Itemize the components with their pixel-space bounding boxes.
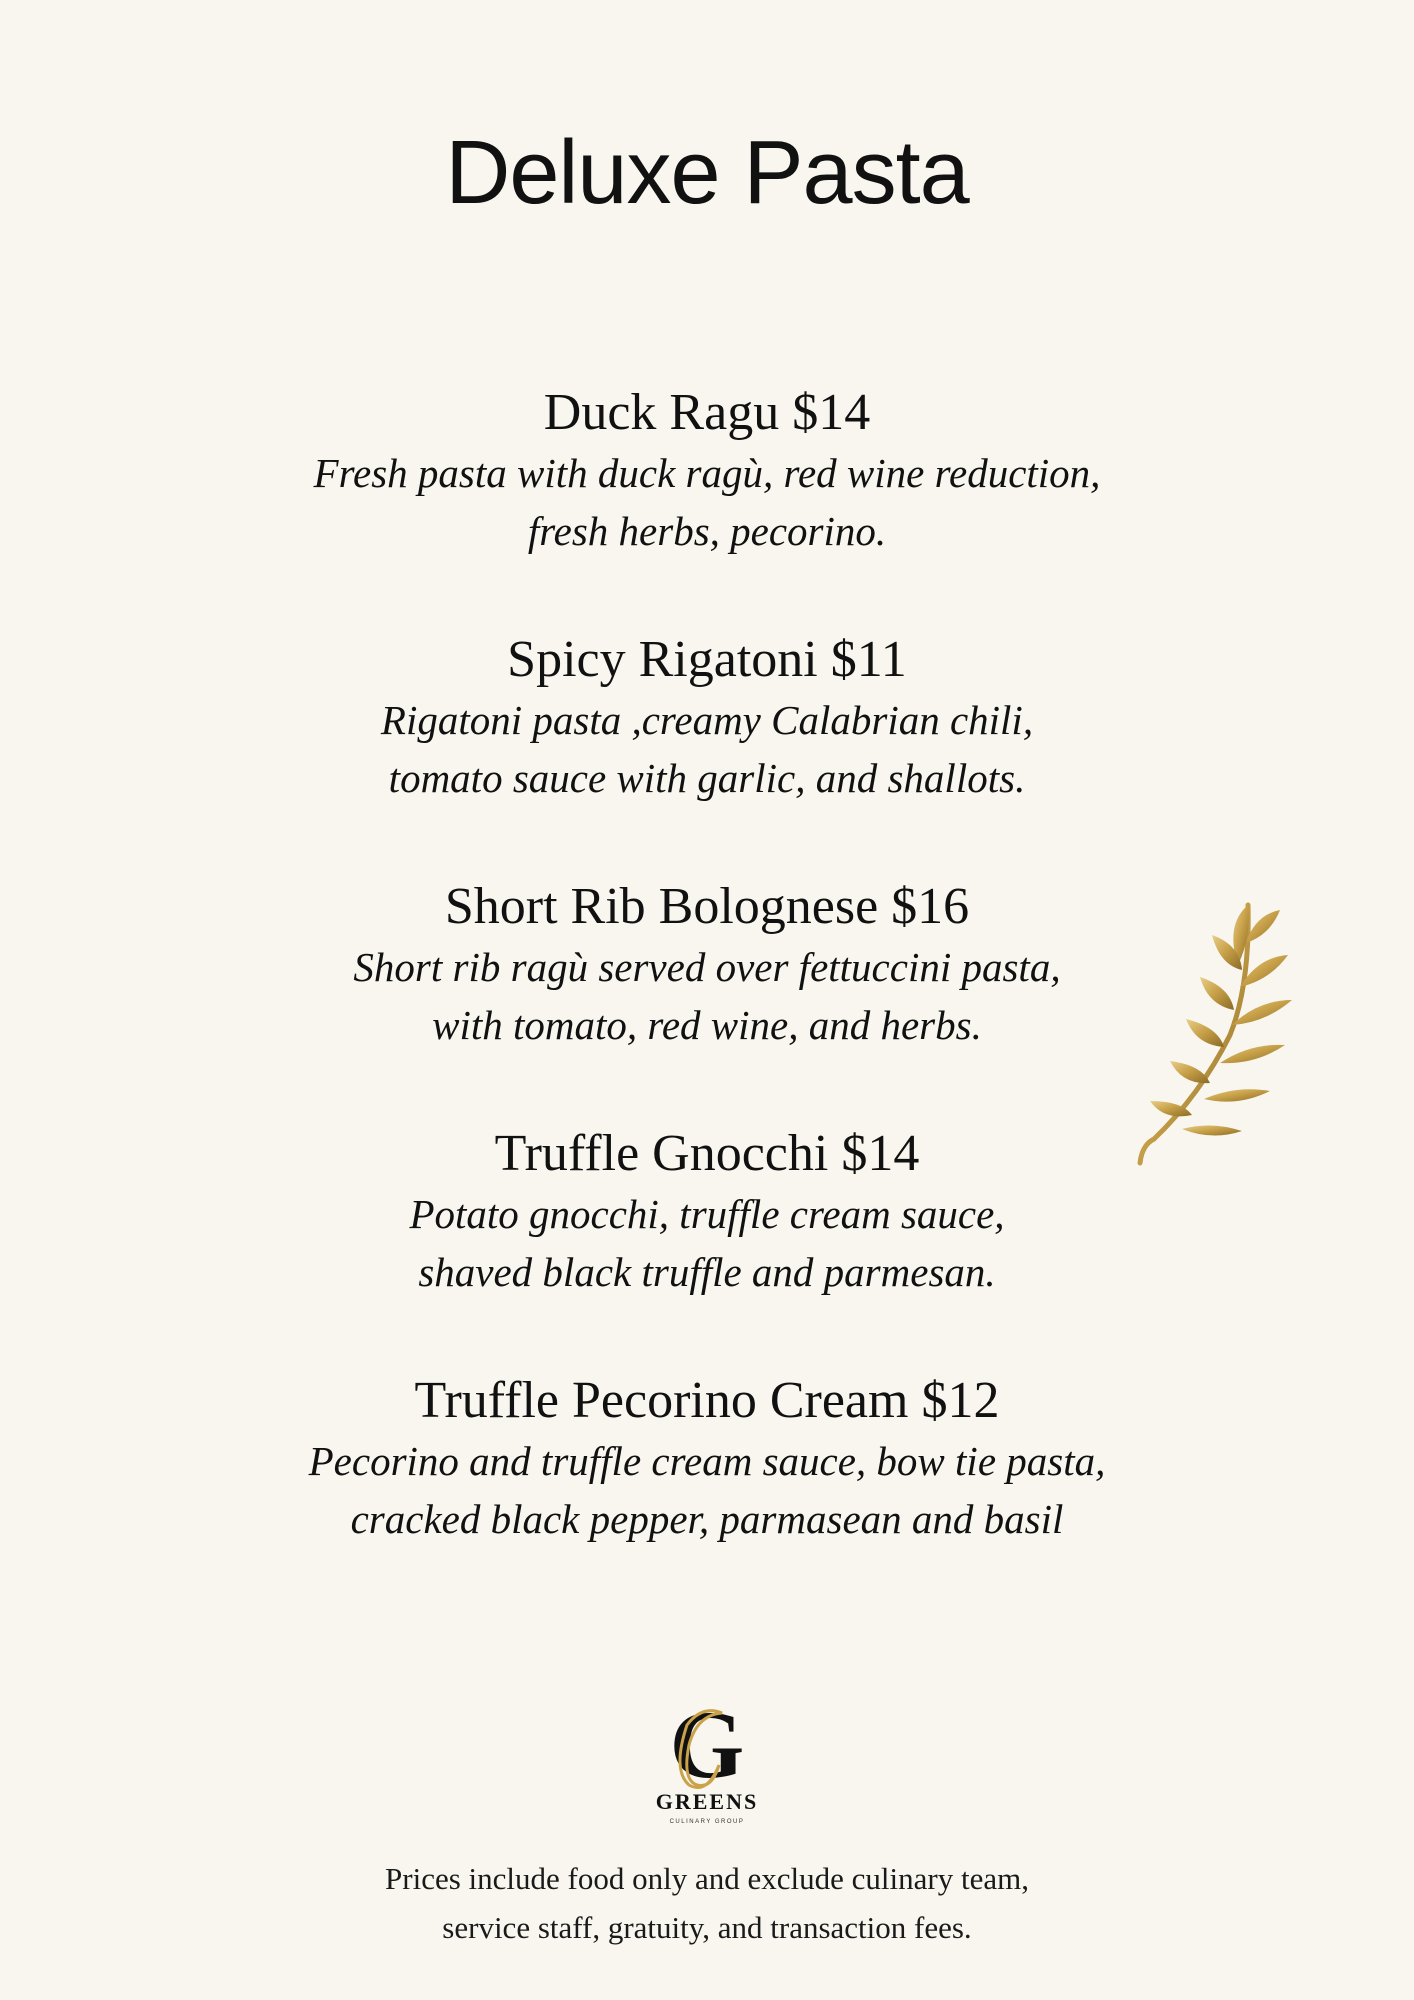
menu-item-name: Truffle Pecorino Cream bbox=[414, 1372, 909, 1429]
logo-tagline: CULINARY GROUP bbox=[669, 1819, 745, 1825]
menu-item-description: cracked black pepper, parmasean and basil bbox=[350, 1496, 1064, 1542]
menu-item-heading bbox=[0, 1370, 1414, 1432]
menu-item bbox=[0, 382, 1414, 629]
logo-name: GREENS bbox=[655, 1789, 759, 1814]
menu-item-heading bbox=[0, 382, 1414, 444]
greens-logo bbox=[627, 1685, 787, 1835]
menu-item bbox=[0, 629, 1414, 876]
menu-item-name: Short Rib Bolognese bbox=[444, 878, 879, 935]
menu-item-price: $16 bbox=[891, 878, 970, 935]
menu-item-description: with tomato, red wine, and herbs. bbox=[432, 1002, 982, 1048]
menu-item-description: Rigatoni pasta ,creamy Calabrian chili, bbox=[380, 697, 1034, 743]
menu-item-price: $14 bbox=[792, 384, 871, 441]
menu-item-name: Duck Ragu bbox=[543, 384, 780, 441]
pricing-note bbox=[0, 1854, 1414, 1952]
menu-item-description: Fresh pasta with duck ragù, red wine reduction, bbox=[313, 450, 1101, 496]
menu-item-heading bbox=[0, 629, 1414, 691]
menu-item bbox=[0, 1370, 1414, 1617]
menu-item-price: $11 bbox=[830, 631, 907, 688]
menu-title: Deluxe Pasta bbox=[445, 123, 969, 223]
menu-item-description: Short rib ragù served over fettuccini pasta, bbox=[353, 944, 1061, 990]
pricing-note-line: service staff, gratuity, and transaction fees. bbox=[442, 1910, 972, 1945]
menu-item-name: Spicy Rigatoni bbox=[507, 631, 818, 688]
menu-item-price: $12 bbox=[921, 1372, 1000, 1429]
menu-item-description: shaved black truffle and parmesan. bbox=[418, 1249, 996, 1295]
menu-item-description: tomato sauce with garlic, and shallots. bbox=[388, 755, 1026, 801]
menu-item-description: fresh herbs, pecorino. bbox=[527, 508, 887, 554]
gold-leaf-branch-icon bbox=[1130, 895, 1310, 1175]
menu-item-name: Truffle Gnocchi bbox=[494, 1125, 829, 1182]
menu-item-description: Potato gnocchi, truffle cream sauce, bbox=[409, 1191, 1005, 1237]
logo-monogram: G bbox=[669, 1691, 745, 1798]
menu-item-description: Pecorino and truffle cream sauce, bow tie pasta, bbox=[308, 1438, 1106, 1484]
pricing-note-line: Prices include food only and exclude culinary team, bbox=[385, 1861, 1029, 1896]
menu-item-price: $14 bbox=[841, 1125, 920, 1182]
